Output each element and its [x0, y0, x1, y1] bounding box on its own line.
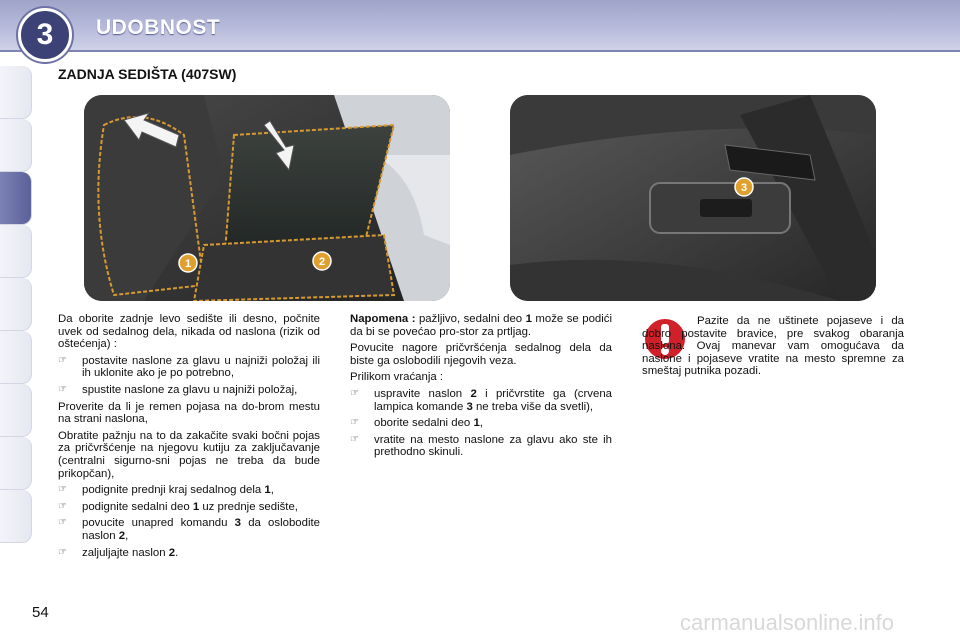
seatbelt-paragraph: Proverite da li je remen pojasa na do-brom mestu na strani naslona,	[58, 400, 320, 426]
list-item: ☞ uspravite naslon 2 i pričvrstite ga (crvena lampica komande 3 ne treba više da svetli),	[350, 387, 612, 413]
list-item: ☞ povucite unapred komandu 3 da oslobodite naslon 2,	[58, 517, 320, 542]
headrest-control-photo	[510, 95, 876, 301]
list-item: ☞ postavite naslone za glavu u najniži položaj ili ih uklonite ako je po potrebno,	[58, 354, 320, 380]
pointing-hand-icon: ☞	[58, 500, 67, 512]
list-item: ☞ vratite na mesto naslone za glavu ako ste ih prethodno skinuli.	[350, 433, 612, 459]
intro-paragraph: Da oborite zadnje levo sedište ili desno, počnite uvek od sedalnog dela, nikada od naslona (rizik od oštećenja) :	[58, 313, 320, 351]
callout-2: 2	[318, 256, 326, 268]
side-tab[interactable]	[0, 225, 32, 278]
side-tab[interactable]	[0, 278, 32, 331]
pointing-hand-icon: ☞	[58, 517, 67, 529]
pointing-hand-icon: ☞	[58, 354, 67, 366]
list-item: ☞ spustite naslone za glavu u najniži položaj,	[58, 383, 298, 396]
section-title: ZADNJA SEDIŠTA (407SW)	[58, 66, 237, 82]
page-number: 54	[32, 604, 49, 621]
list-item: ☞ zaljuljajte naslon 2.	[58, 546, 179, 559]
side-tab[interactable]	[0, 119, 32, 172]
side-tab[interactable]	[0, 437, 32, 490]
pointing-hand-icon: ☞	[58, 546, 67, 558]
pointing-hand-icon: ☞	[58, 484, 67, 496]
list-item: ☞ podignite sedalni deo 1 uz prednje sedište,	[58, 500, 298, 513]
returning-heading: Prilikom vraćanja :	[350, 371, 444, 384]
chapter-side-tabs	[0, 66, 32, 543]
belt-attach-paragraph: Obratite pažnju na to da zakačite svaki bočni pojas za pričvršćenje na njegovu kutiju za zaključavanje (centralni sigurno-sni pojas ne treba da bude prikopčan),	[58, 429, 320, 480]
rear-seat-folding-photo	[84, 95, 450, 301]
instructions-column-2	[350, 313, 612, 463]
chapter-number-badge: 3	[18, 8, 72, 62]
side-tab-active[interactable]	[0, 172, 32, 225]
list-item: ☞ podignite prednji kraj sedalnog dela 1,	[58, 484, 274, 497]
instructions-column-1	[58, 313, 320, 563]
callout-1: 1	[184, 258, 192, 270]
watermark: carmanualsonline.info	[680, 610, 895, 635]
note-paragraph: Napomena : pažljivo, sedalni deo 1 može se podići da bi se povećao pro-stor za prtljag.	[350, 313, 612, 338]
pointing-hand-icon: ☞	[58, 383, 67, 395]
side-tab[interactable]	[0, 66, 32, 119]
header-divider	[0, 50, 960, 52]
chapter-title: UDOBNOST	[96, 16, 221, 39]
side-tab[interactable]	[0, 331, 32, 384]
pointing-hand-icon: ☞	[350, 387, 359, 399]
pointing-hand-icon: ☞	[350, 433, 359, 445]
callout-3: 3	[740, 182, 748, 194]
warning-text: Pazite da ne uštinete pojaseve i da dobro postavite bravice, pre svakog obaranja naslona. Ovaj manevar vam omogućava da naslone i pojaseve vratite na mesto spremne za smeštaj putnika pozadi.	[642, 315, 904, 378]
side-tab[interactable]	[0, 490, 32, 543]
seat-release-paragraph: Povucite nagore pričvršćenja sedalnog dela da biste ga oslobodili njegovih veza.	[350, 342, 612, 367]
pointing-hand-icon: ☞	[350, 417, 359, 429]
side-tab[interactable]	[0, 384, 32, 437]
list-item: ☞ oborite sedalni deo 1,	[350, 417, 483, 430]
